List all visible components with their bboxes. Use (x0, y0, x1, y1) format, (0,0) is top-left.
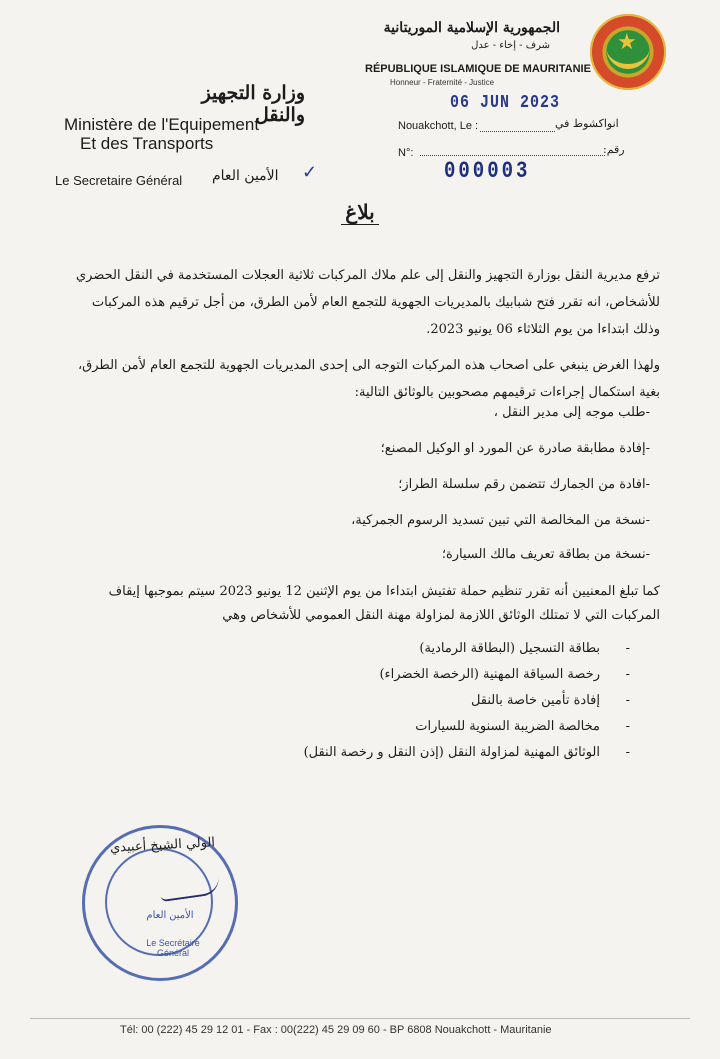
star-icon: ★ (617, 30, 637, 55)
inspection-doc-item: - رخصة السياقة المهنية (الرخصة الخضراء) (140, 662, 630, 688)
secretary-general-fr: Le Secretaire Général (55, 173, 183, 188)
inspection-docs-list (140, 636, 630, 766)
reference-number-stamp: 000003 (444, 157, 531, 185)
initial-mark-icon: ✓ (302, 162, 318, 183)
ministry-name-fr-line2: Et des Transports (80, 134, 214, 153)
stamp-text-ar: الأمين العام (146, 910, 194, 921)
place-label-ar: انواكشوط في (555, 117, 619, 130)
required-doc-item: -إفادة مطابقة صادرة عن المورد او الوكيل المصنع؛ (380, 441, 650, 456)
inspection-doc-item: - بطاقة التسجيل (البطاقة الرمادية) (140, 636, 630, 662)
required-doc-item: -نسخة من بطاقة تعريف مالك السيارة؛ (441, 547, 650, 562)
republic-name-fr: RÉPUBLIQUE ISLAMIQUE DE MAURITANIE (365, 63, 591, 75)
required-doc-item: -طلب موجه إلى مدير النقل ، (493, 405, 650, 420)
paragraph-2: ولهذا الغرض ينبغي على اصحاب هذه المركبات التوجه الى إحدى المديريات الجهوية للتجمع العام لأمن الطرق، بغية استكمال إجراءات ترقيمهم مصحوبين بالوثائق التالية: (77, 358, 660, 400)
place-label-fr: Nouakchott, Le : (398, 120, 479, 132)
number-label-fr: N°: (398, 147, 414, 159)
ministry-name-fr-line1: Ministère de l'Equipement (64, 115, 260, 134)
date-stamp: 06 JUN 2023 (450, 91, 561, 114)
stamp-text-fr: Le Secrétaire Général (146, 938, 200, 958)
motto-ar: شرف - إخاء - عدل (471, 40, 550, 51)
number-label-ar: رقم: (603, 143, 625, 156)
inspection-doc-item: - مخالصة الضريبة السنوية للسيارات (140, 714, 630, 740)
signatory-name: الولي الشيخ أعبيدي (109, 835, 216, 856)
republic-name-ar: الجمهورية الإسلامية الموريتانية (383, 20, 560, 36)
ministry-name-ar: وزارة التجهيز والنقل (201, 82, 305, 126)
place-line (480, 131, 555, 132)
inspection-doc-item: - الوثائق المهنية لمزاولة النقل (إذن النقل و رخصة النقل) (140, 740, 630, 766)
secretary-general-ar: الأمين العام (212, 168, 279, 184)
required-doc-item: -افادة من الجمارك تتضمن رقم سلسلة الطراز؛ (398, 477, 650, 492)
document-title: بلاغ (0, 200, 720, 224)
required-doc-item: -نسخة من المخالصة التي تبين تسديد الرسوم الجمركية، (351, 513, 650, 528)
paragraph-1: ترفع مديرية النقل بوزارة التجهيز والنقل إلى علم ملاك المركبات ثلاثية العجلات المستخدمة في النقل الحضري للأشخاص، انه تقرر فتح شبابيك بالمديريات الجهوية للتجمع العام لأمن الطرق، من أجل ترقيم هذه المركبات وذلك ابتداءا من يوم الثلاثاء 06 يونيو 2023. (75, 268, 660, 337)
footer-contact: Tél: 00 (222) 45 29 12 01 - Fax : 00(222) 45 29 09 60 - BP 6808 Nouakchott - Mauritanie (120, 1024, 552, 1036)
number-line (420, 155, 605, 156)
motto-fr: Honneur - Fraternité - Justice (390, 78, 495, 87)
crescent-icon (606, 42, 650, 69)
national-seal-icon (590, 14, 666, 90)
footer-divider (30, 1018, 690, 1019)
inspection-doc-item: - إفادة تأمين خاصة بالنقل (140, 688, 630, 714)
paragraph-3: كما تبلغ المعنيين أنه تقرر تنظيم حملة تفتيش ابتداءا من يوم الإثنين 12 يونيو 2023 سيتم بموجبها إيقاف المركبات التي لا تمتلك الوثائق اللازمة لمزاولة مهنة النقل العمومي للأشخاص وهي (108, 584, 660, 623)
